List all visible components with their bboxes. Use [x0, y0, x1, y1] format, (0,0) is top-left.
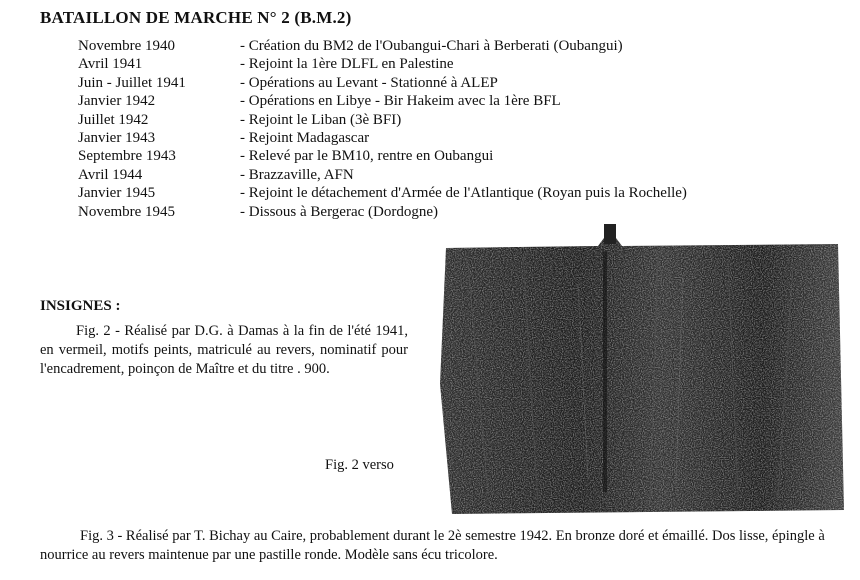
fig3-description: Fig. 3 - Réalisé par T. Bichay au Caire, probablement durant le 2è semestre 1942. En bronze doré et émaillé. Dos lisse, épingle à nourrice au revers maintenue par une pastille ronde. Modèle sans écu tricolore. [40, 528, 825, 563]
page-title: BATAILLON DE MARCHE N° 2 (B.M.2) [40, 8, 352, 27]
chronology-event: - Rejoint le Liban (3è BFI) [240, 111, 402, 128]
chronology-row [78, 111, 798, 129]
chronology-row [78, 166, 798, 184]
fig2-description: Fig. 2 - Réalisé par D.G. à Damas à la fin de l'été 1941, en vermeil, motifs peints, matriculé au revers, nominatif pour l'encadrement, poinçon de Maître et du titre . 900. [40, 323, 408, 377]
chronology-date: Novembre 1940 [78, 38, 176, 54]
chronology-list [78, 37, 798, 221]
chronology-event: - Brazzaville, AFN [240, 166, 354, 183]
chronology-date: Juin - Juillet 1941 [78, 74, 186, 91]
chronology-event: - Rejoint la 1ère DLFL en Palestine [240, 56, 454, 73]
chronology-date: Avril 1944 [78, 166, 143, 183]
chronology-date: Novembre 1945 [78, 203, 176, 220]
chronology-row [78, 184, 798, 202]
insignia-verso-image [428, 224, 851, 516]
chronology-row [78, 74, 798, 92]
chronology-event: - Rejoint Madagascar [240, 129, 370, 146]
fig2-caption: Fig. 2 verso [325, 457, 394, 473]
chronology-row [78, 92, 798, 110]
insignia-verso-photo [428, 224, 851, 516]
chronology-row [78, 203, 798, 221]
chronology-event: - Création du BM2 de l'Oubangui-Chari à Berberati (Oubangui) [240, 38, 623, 54]
chronology-event: - Rejoint le détachement d'Armée de l'Atlantique (Royan puis la Rochelle) [240, 185, 687, 202]
chronology-date: Avril 1941 [78, 56, 143, 73]
chronology-date: Janvier 1942 [78, 93, 156, 110]
insignes-heading: INSIGNES : [40, 298, 121, 314]
chronology-event: - Opérations au Levant - Stationné à ALEP [240, 74, 498, 91]
chronology-row [78, 147, 798, 165]
chronology-date: Juillet 1942 [78, 111, 149, 128]
chronology-event: - Opérations en Libye - Bir Hakeim avec la 1ère BFL [240, 93, 561, 110]
chronology-date: Septembre 1943 [78, 148, 176, 165]
chronology-event: - Relevé par le BM10, rentre en Oubangui [240, 148, 494, 165]
chronology-row [78, 55, 798, 73]
chronology-row [78, 129, 798, 147]
chronology-row [78, 37, 798, 55]
chronology-date: Janvier 1945 [78, 185, 156, 202]
chronology-date: Janvier 1943 [78, 129, 156, 146]
chronology-event: - Dissous à Bergerac (Dordogne) [240, 203, 438, 220]
